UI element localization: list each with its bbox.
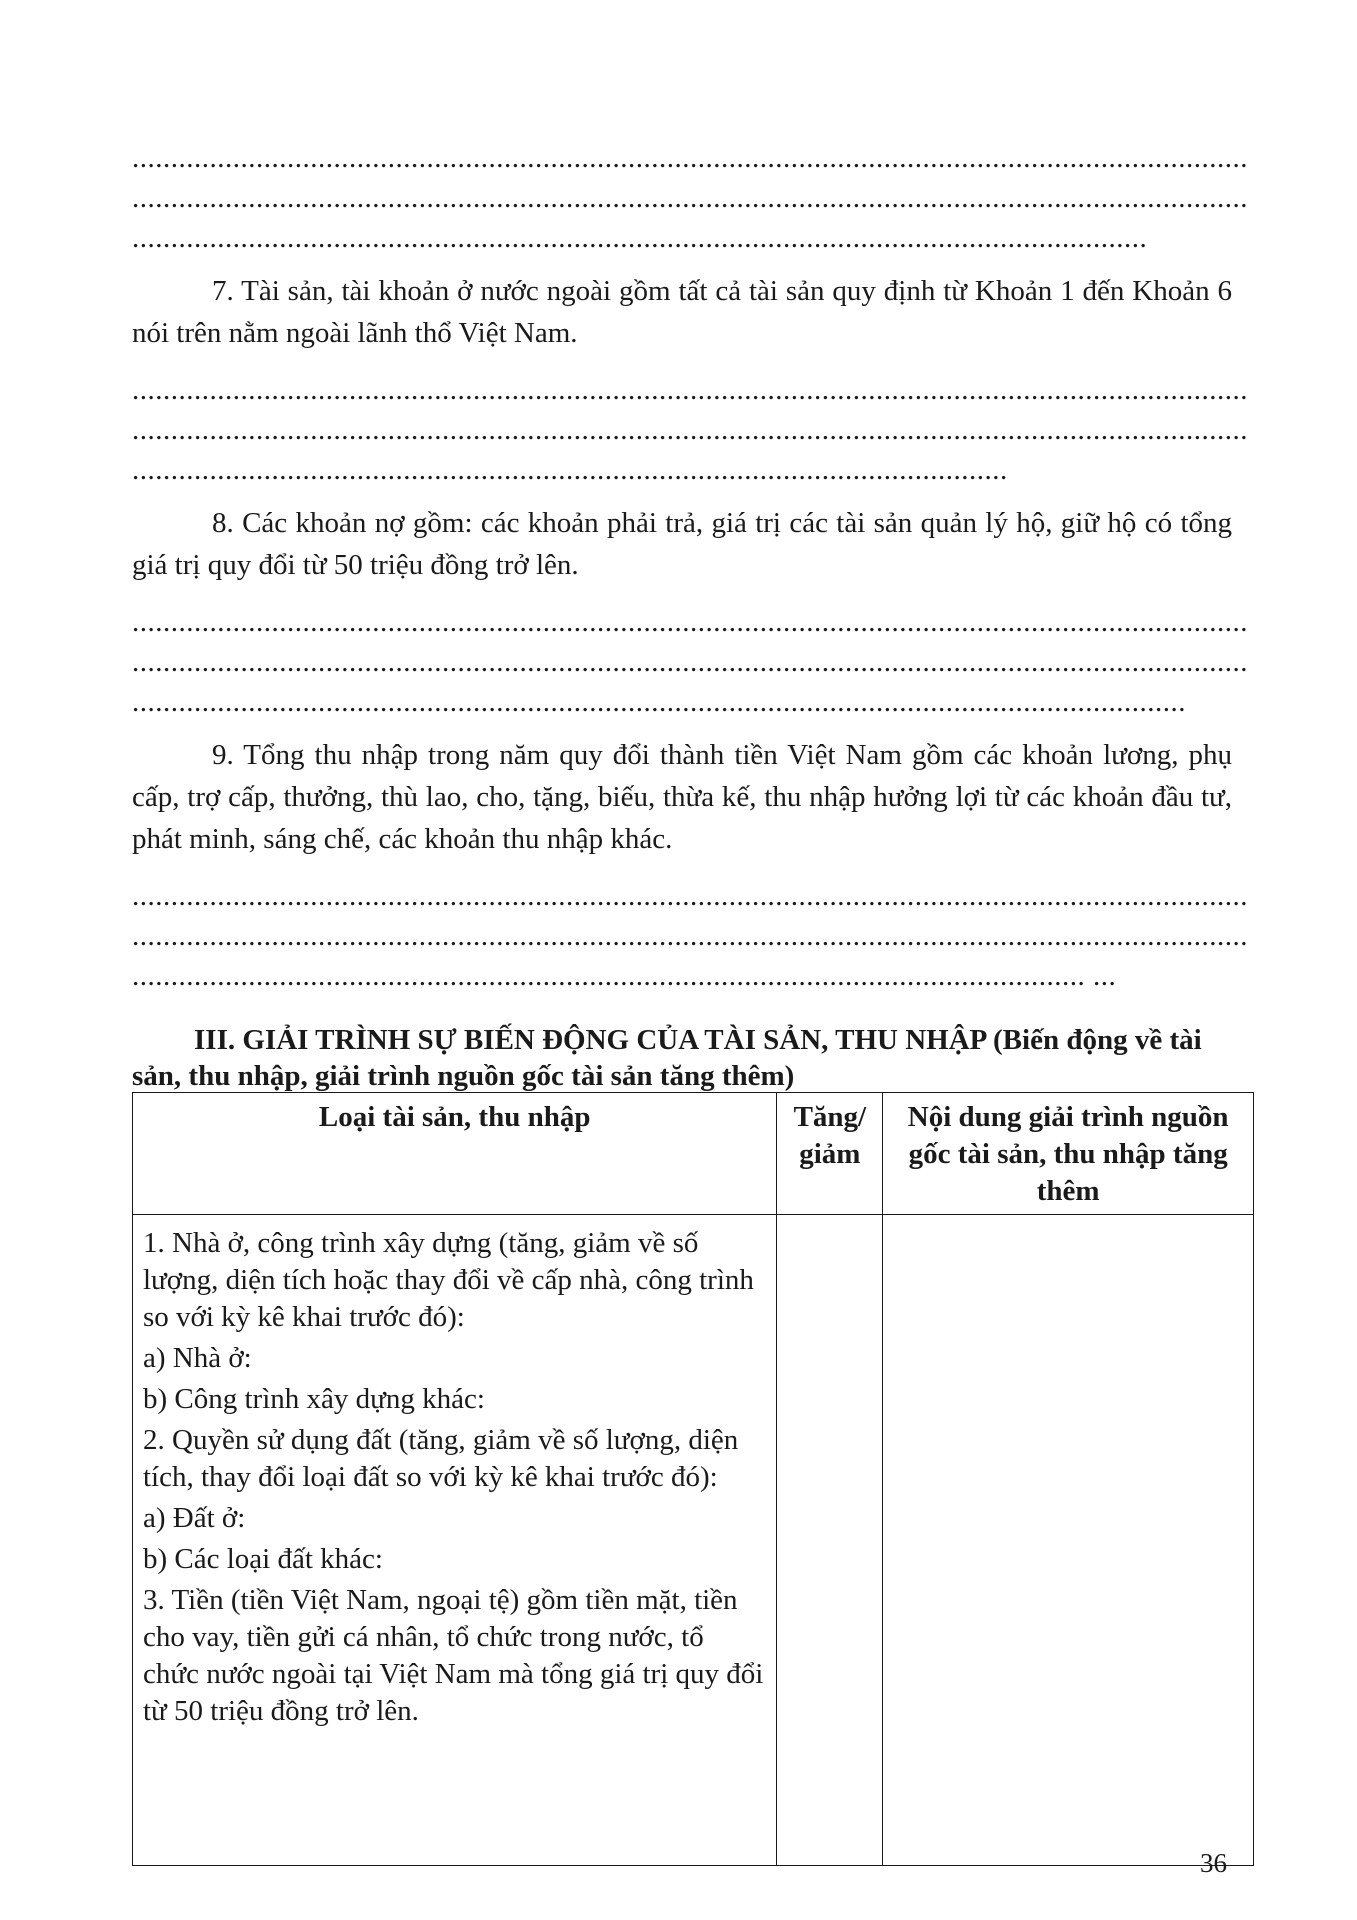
list-item: a) Nhà ở: [143,1342,252,1374]
change-cell [777,1215,883,1866]
table-header-row [133,1093,1254,1215]
item-8-paragraph [132,502,1232,586]
table-row [133,1215,1254,1866]
list-item: b) Các loại đất khác: [143,1543,383,1575]
dotted-line: ................................................................................................................................................ [132,606,1248,638]
dotted-line: ................................................................................................................. [132,454,1008,486]
item-9-text: 9. Tổng thu nhập trong năm quy đổi thành tiền Việt Nam gồm các khoản lương, phụ cấp, trợ cấp, thưởng, thù lao, cho, tặng, biếu, thừa kế, thu nhập hưởng lợi từ các khoản đầu tư, phát minh, sáng chế, các khoản thu nhập khác. [132,739,1232,855]
item-8-text: 8. Các khoản nợ gồm: các khoản phải trả, giá trị các tài sản quản lý hộ, giữ hộ có tổng giá trị quy đổi từ 50 triệu đồng trở lên. [132,507,1232,581]
section-3-heading [132,1022,1232,1094]
explanation-cell [883,1215,1254,1866]
section-3-heading-text: III. GIẢI TRÌNH SỰ BIẾN ĐỘNG CỦA TÀI SẢN, THU NHẬP (Biến động về tài sản, thu nhập, giải trình nguồn gốc tài sản tăng thêm) [132,1024,1202,1092]
dotted-line: ................................................................................................................................... [132,222,1148,254]
dotted-line: ................................................................................................................................................ [132,142,1248,174]
asset-type-cell [133,1215,777,1866]
dotted-line: ........................................................................................................................................ [132,686,1186,718]
dotted-line: ................................................................................................................................................ [132,880,1248,912]
item-7-text: 7. Tài sản, tài khoản ở nước ngoài gồm tất cả tài sản quy định từ Khoản 1 đến Khoản 6 nói trên nằm ngoài lãnh thổ Việt Nam. [132,275,1232,349]
dotted-line: ................................................................................................................................................ [132,374,1248,406]
header-change: Tăng/ giảm [777,1093,883,1215]
asset-change-table [132,1092,1254,1866]
header-asset-type: Loại tài sản, thu nhập [133,1093,777,1215]
dotted-line: ................................................................................................................................................ [132,182,1248,214]
dotted-line: ................................................................................................................................................ [132,414,1248,446]
dotted-line: ................................................................................................................................................ [132,646,1248,678]
header-explanation: Nội dung giải trình nguồn gốc tài sản, thu nhập tăng thêm [883,1093,1254,1215]
list-item: a) Đất ở: [143,1502,246,1534]
item-7-paragraph [132,270,1232,354]
item-9-paragraph [132,734,1232,860]
list-item: 1. Nhà ở, công trình xây dựng (tăng, giảm về số lượng, diện tích hoặc thay đổi về cấp nhà, công trình so với kỳ kê khai trước đó): [143,1227,754,1333]
list-item: b) Công trình xây dựng khác: [143,1383,485,1415]
list-item: 2. Quyền sử dụng đất (tăng, giảm về số lượng, diện tích, thay đổi loại đất so với kỳ kê khai trước đó): [143,1424,739,1493]
dotted-line: ........................................................................................................................... ... [132,960,1117,992]
dotted-line: ................................................................................................................................................ [132,920,1248,952]
list-item: 3. Tiền (tiền Việt Nam, ngoại tệ) gồm tiền mặt, tiền cho vay, tiền gửi cá nhân, tổ chức trong nước, tổ chức nước ngoài tại Việt Nam mà tổng giá trị quy đổi từ 50 triệu đồng trở lên. [143,1584,764,1727]
page-number: 36 [1200,1848,1227,1878]
